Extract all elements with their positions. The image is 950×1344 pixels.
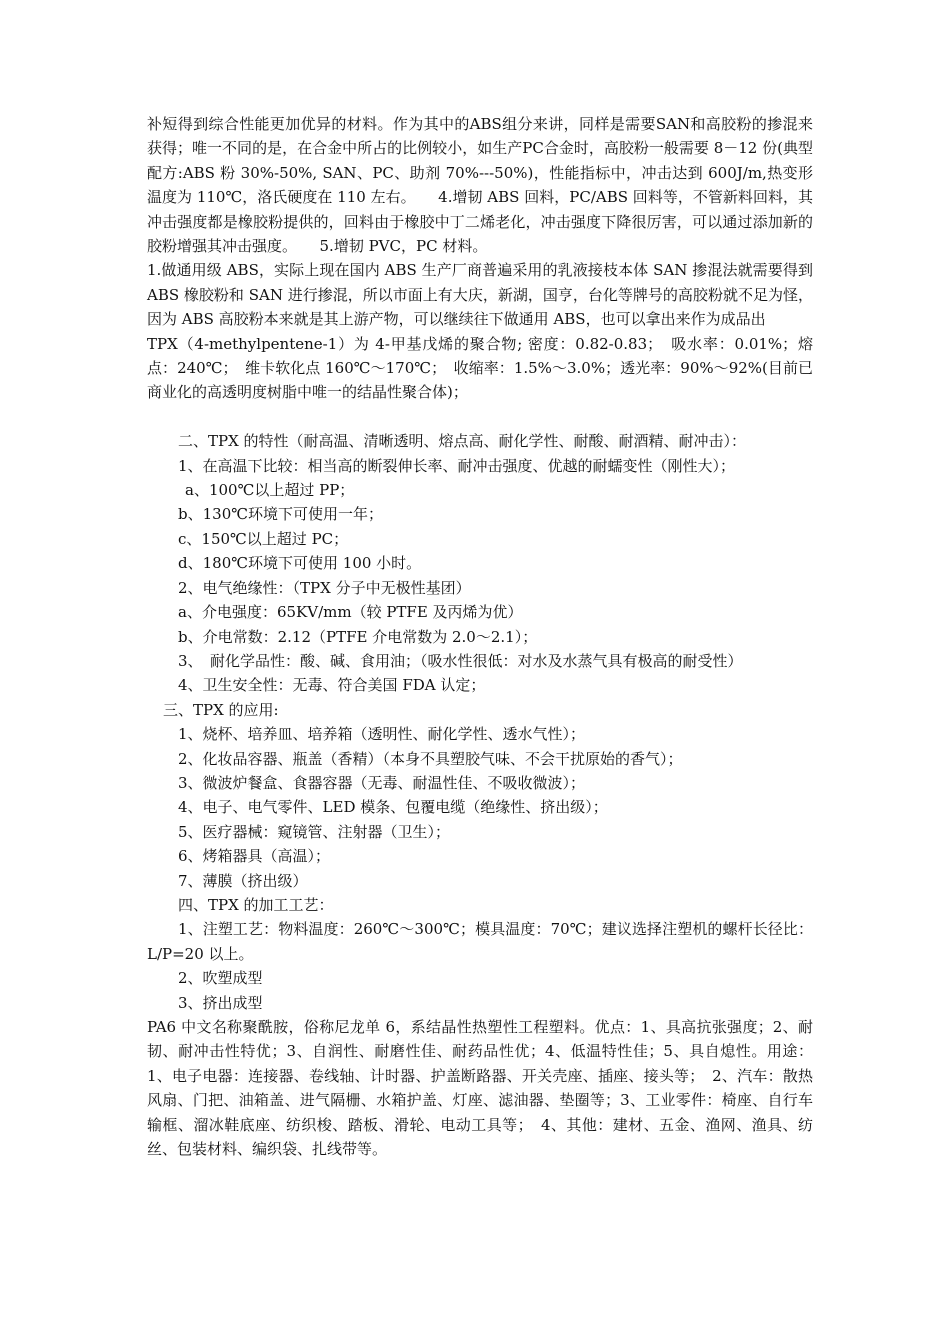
section-2-item-1b: b、130℃环境下可使用一年； xyxy=(178,505,384,524)
section-2-item-2b: b、介电常数：2.12（PTFE 介电常数为 2.0～2.1）； xyxy=(178,627,538,646)
paragraph-general-abs: 1.做通用级 ABS，实际上现在国内 ABS 生产厂商普遍采用的乳液接枝本体 SAN 掺混法就需要得到 ABS 橡胶粉和 SAN 进行掺混，所以市面上有大庆，新湖，国亨，台化等牌号的高胶粉就不足为怪，因为 ABS 高胶粉本来就是其上游产物，可以继续往下做通用 ABS，也可以拿出来作为成品出 xyxy=(147,261,813,329)
section-3-item-6: 6、烤箱器具（高温）； xyxy=(178,847,331,866)
section-4-item-1: 1、注塑工艺：物料温度：260℃～300℃；模具温度：70℃；建议选择注塑机的螺杆长径比：L/P=20 以上。 xyxy=(147,920,813,963)
section-3-item-5: 5、医疗器械：窥镜管、注射器（卫生）； xyxy=(178,822,451,841)
section-2-item-2: 2、电气绝缘性：（TPX 分子中无极性基团） xyxy=(178,578,471,597)
section-3-item-3: 3、微波炉餐盒、食器容器（无毒、耐温性佳、不吸收微波）； xyxy=(178,773,586,792)
document-page xyxy=(147,112,813,1161)
section-4-heading: 四、TPX 的加工工艺： xyxy=(178,895,334,914)
section-2-item-1: 1、在高温下比较：相当高的断裂伸长率、耐冲击强度、优越的耐蠕变性（刚性大）； xyxy=(178,456,736,475)
section-4-item-3: 3、挤出成型 xyxy=(178,993,263,1012)
section-4-item-2: 2、吹塑成型 xyxy=(178,969,263,988)
blank-line xyxy=(147,405,813,429)
section-2-item-1d: d、180℃环境下可使用 100 小时。 xyxy=(178,554,422,573)
paragraph-tpx-overview: TPX（4-methylpentene-1）为 4-甲基戊烯的聚合物; 密度：0.82-0.83； 吸水率：0.01%；熔点：240℃； 维卡软化点 160℃～170℃； 收缩率：1.5%～3.0%；透光率：90%～92%(目前已商业化的高透明度树脂中唯一的结晶性聚合体)； xyxy=(147,334,813,402)
section-2-item-1a: a、100℃以上超过 PP； xyxy=(185,481,355,500)
section-2-item-4: 4、卫生安全性：无毒、符合美国 FDA 认定； xyxy=(178,676,486,695)
paragraph-abs-alloy: 补短得到综合性能更加优异的材料。作为其中的ABS组分来讲，同样是需要SAN和高胶粉的掺混来获得；唯一不同的是，在合金中所占的比例较小，如生产PC合金时，高胶粉一般需要 8－12 份(典型配方:ABS 粉 30%-50%, SAN、PC、助剂 70%---50%)，性能指标中，冲击达到 600J/m,热变形温度为 110℃，洛氏硬度在 110 左右。 4.增韧 ABS 回料，PC/ABS 回料等，不管新料回料，其冲击强度都是橡胶粉提供的，回料由于橡胶中丁二烯老化，冲击强度下降很厉害，可以通过添加新的胶粉增强其冲击强度。 5.增韧 PVC，PC 材料。 xyxy=(147,115,813,256)
section-3-item-4: 4、电子、电气零件、LED 模条、包覆电缆（绝缘性、挤出级）； xyxy=(178,798,608,817)
section-3-item-7: 7、薄膜（挤出级） xyxy=(178,871,308,890)
section-2-heading: 二、TPX 的特性（耐高温、清晰透明、熔点高、耐化学性、耐酸、耐酒精、耐冲击）： xyxy=(178,432,747,451)
section-2-item-3: 3、 耐化学品性：酸、碱、食用油；（吸水性很低：对水及水蒸气具有极高的耐受性） xyxy=(178,651,743,670)
section-2-item-1c: c、150℃以上超过 PC； xyxy=(178,529,349,548)
section-2-item-2a: a、介电强度：65KV/mm（较 PTFE 及丙烯为优） xyxy=(178,603,523,622)
section-3-item-1: 1、烧杯、培养皿、培养箱（透明性、耐化学性、透水气性）； xyxy=(178,725,586,744)
paragraph-pa6: PA6 中文名称聚酰胺，俗称尼龙单 6，系结晶性热塑性工程塑料。优点：1、具高抗张强度；2、耐韧、耐冲击性特优；3、自润性、耐磨性佳、耐药品性优；4、低温特性佳；5、具自熄性。用途：1、电子电器：连接器、卷线轴、计时器、护盖断路器、开关壳座、插座、接头等； 2、汽车：散热风扇、门把、油箱盖、进气隔栅、水箱护盖、灯座、滤油器、垫圈等；3、工业零件：椅座、自行车输框、溜冰鞋底座、纺织梭、踏板、滑轮、电动工具等； 4、其他：建材、五金、渔网、渔具、纺丝、包装材料、编织袋、扎线带等。 xyxy=(147,1018,813,1159)
section-3-heading: 三、TPX 的应用: xyxy=(163,700,279,719)
section-3-item-2: 2、化妆品容器、瓶盖（香精）（本身不具塑胶气味、不会干扰原始的香气）； xyxy=(178,749,683,768)
